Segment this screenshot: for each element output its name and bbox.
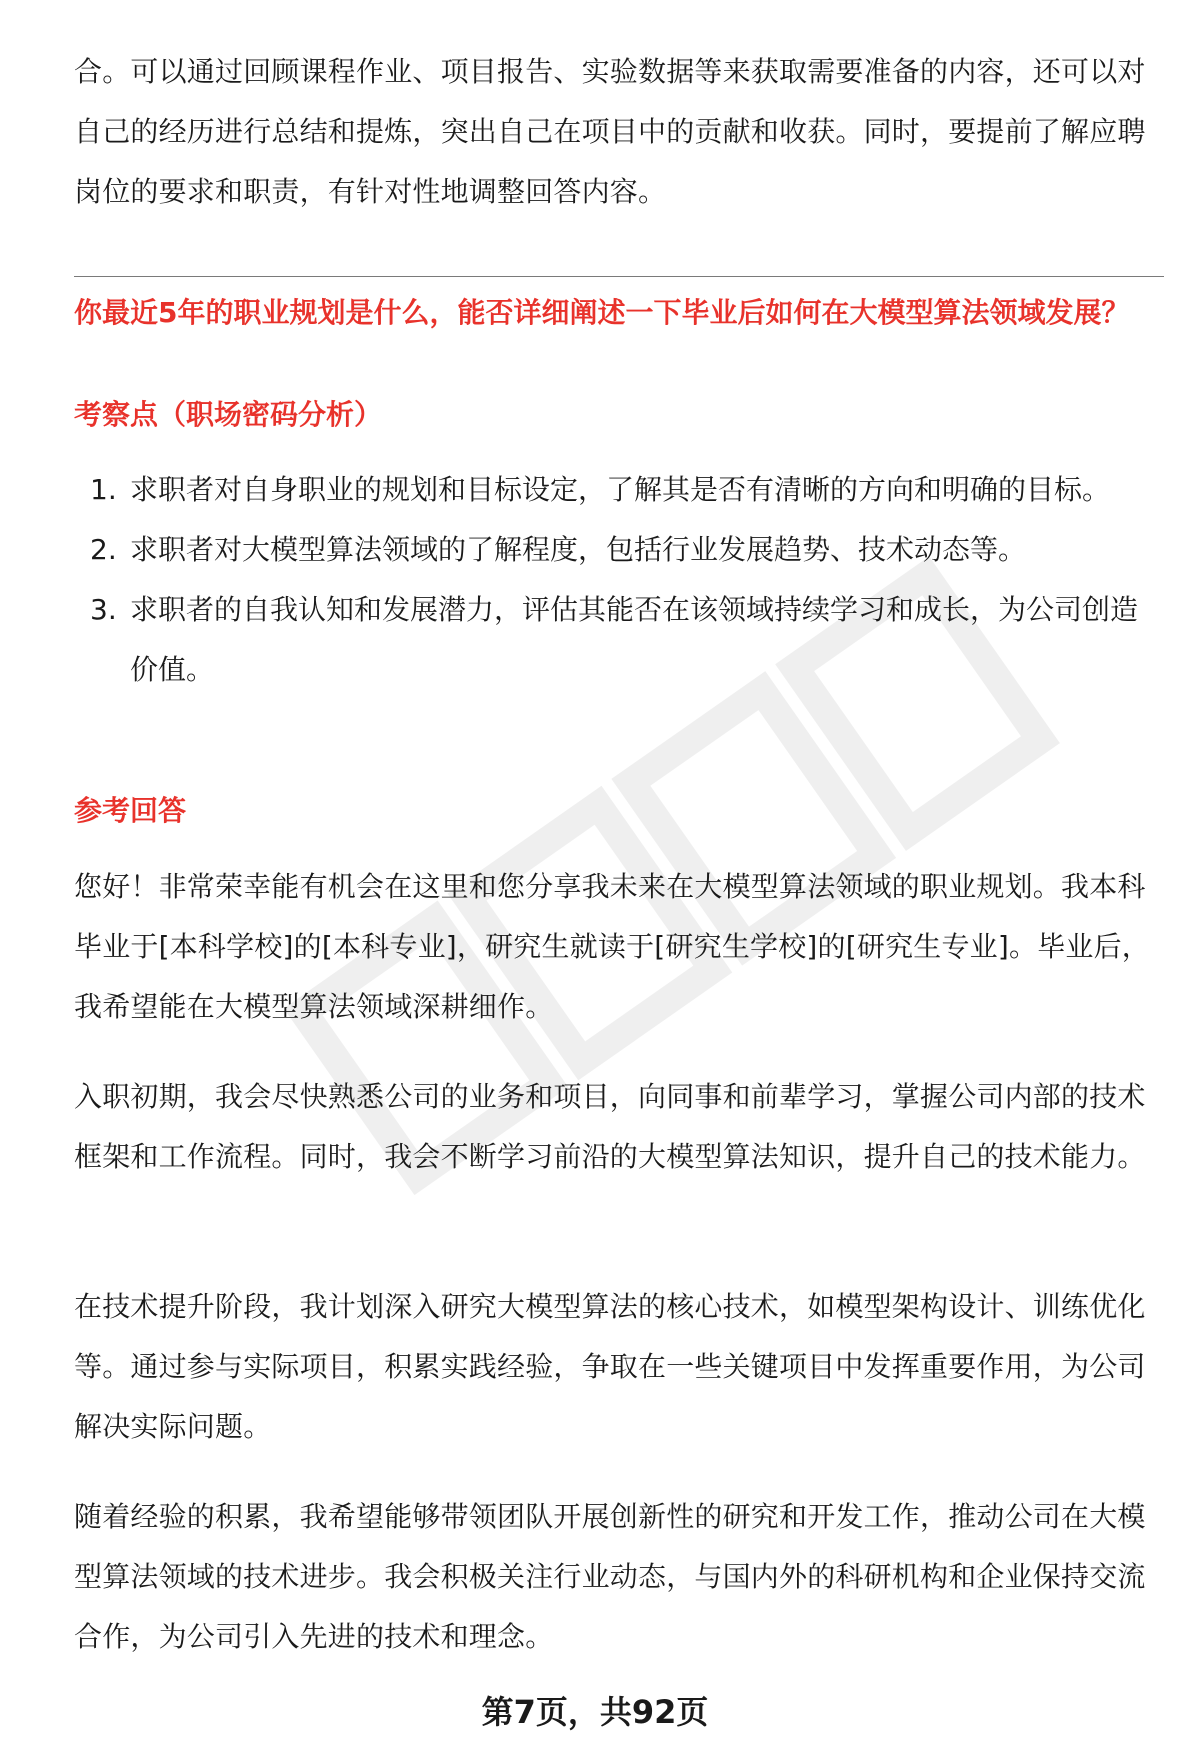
list-text: 求职者对自身职业的规划和目标设定，了解其是否有清晰的方向和明确的目标。 [130, 473, 1111, 506]
kaocha-list [74, 460, 1164, 700]
list-item [74, 580, 1164, 700]
intro-paragraph: 合。可以通过回顾课程作业、项目报告、实验数据等来获取需要准备的内容，还可以对自己的经历进行总结和提炼，突出自己在项目中的贡献和收获。同时，要提前了解应聘岗位的要求和职责，有针对性地调整回答内容。 [74, 55, 1146, 208]
list-item [74, 520, 1164, 580]
answer-paragraph: 您好！非常荣幸能有机会在这里和您分享我未来在大模型算法领域的职业规划。我本科毕业于[本科学校]的[本科专业]，研究生就读于[研究生学校]的[研究生专业]。毕业后，我希望能在大模型算法领域深耕细作。 [74, 870, 1150, 1023]
kaocha-heading: 考察点（职场密码分析） [74, 398, 383, 431]
list-number: 2. [90, 533, 117, 566]
answer-paragraph: 在技术提升阶段，我计划深入研究大模型算法的核心技术，如模型架构设计、训练优化等。通过参与实际项目，积累实践经验，争取在一些关键项目中发挥重要作用，为公司解决实际问题。 [74, 1290, 1146, 1443]
question-title: 你最近5年的职业规划是什么，能否详细阐述一下毕业后如何在大模型算法领域发展？ [74, 296, 1130, 329]
page-number-footer: 第7页，共92页 [481, 1693, 709, 1731]
list-number: 3. [90, 593, 117, 626]
list-number: 1. [90, 473, 117, 506]
list-text: 求职者的自我认知和发展潜力，评估其能否在该领域持续学习和成长，为公司创造价值。 [130, 593, 1139, 686]
section-divider [74, 276, 1164, 277]
answer-paragraph: 入职初期，我会尽快熟悉公司的业务和项目，向同事和前辈学习，掌握公司内部的技术框架和工作流程。同时，我会不断学习前沿的大模型算法知识，提升自己的技术能力。 [74, 1080, 1146, 1173]
answer-paragraph: 随着经验的积累，我希望能够带领团队开展创新性的研究和开发工作，推动公司在大模型算法领域的技术进步。我会积极关注行业动态，与国内外的科研机构和企业保持交流合作，为公司引入先进的技术和理念。 [74, 1500, 1146, 1653]
list-text: 求职者对大模型算法领域的了解程度，包括行业发展趋势、技术动态等。 [130, 533, 1027, 566]
answer-heading: 参考回答 [74, 794, 187, 827]
list-item [74, 460, 1164, 520]
